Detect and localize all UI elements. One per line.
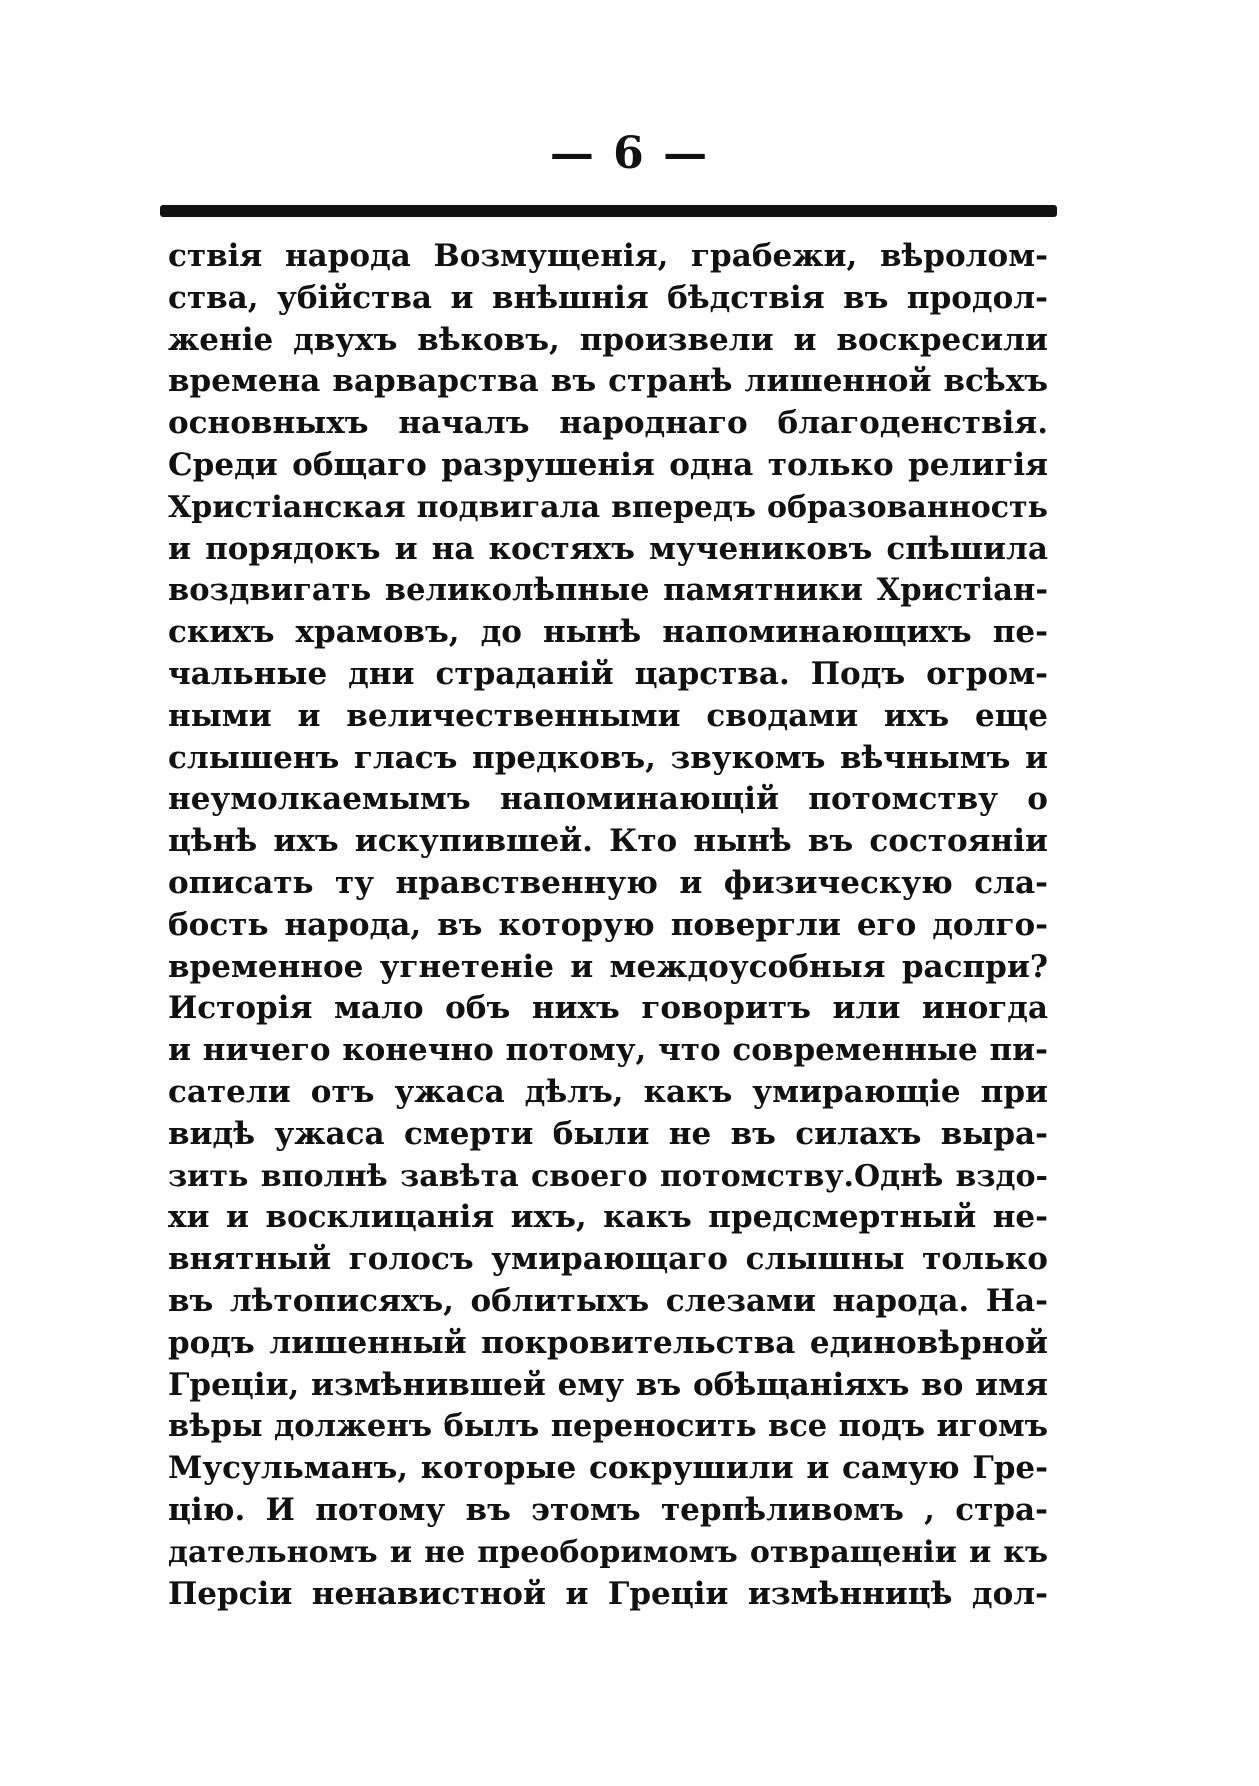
text-line: чальные дни страданій царства. Подъ огром- xyxy=(168,655,1048,692)
text-line: Греціи, измѣнившей ему въ обѣщаніяхъ во имя xyxy=(168,1366,1048,1403)
text-line: внятный голосъ умирающаго слышны только xyxy=(168,1241,1048,1278)
text-line: Христіанская подвигала впередъ образованность xyxy=(168,489,1048,525)
text-line: дательномъ и не преоборимомъ отвращеніи и къ xyxy=(168,1534,1048,1570)
text-line: хи и восклицанія ихъ, какъ предсмертный не- xyxy=(168,1199,1048,1236)
text-line: воздвигать великолѣпные памятники Христіан- xyxy=(168,572,1048,609)
text-line: Мусульманъ, которые сокрушили и самую Гре- xyxy=(168,1450,1048,1487)
text-line: вѣры долженъ былъ переносить все подъ игомъ xyxy=(168,1408,1048,1445)
header-rule xyxy=(160,205,1057,217)
text-line: бость народа, въ которую повергли его долго- xyxy=(168,906,1048,943)
text-line: въ лѣтописяхъ, облитыхъ слезами народа. На- xyxy=(168,1282,1048,1319)
text-line: женіе двухъ вѣковъ, произвели и воскресили xyxy=(168,321,1048,358)
text-line: Персіи ненавистной и Греціи измѣнницѣ дол- xyxy=(168,1575,1048,1612)
text-line: цію. И потому въ этомъ терпѣливомъ , стра- xyxy=(168,1491,1048,1528)
text-line: цѣнѣ ихъ искупившей. Кто нынѣ въ состояніи xyxy=(168,823,1048,860)
text-line: скихъ храмовъ, до нынѣ напоминающихъ пе- xyxy=(168,614,1048,651)
text-line: слышенъ гласъ предковъ, звукомъ вѣчнымъ и xyxy=(168,739,1048,776)
text-line: Исторія мало объ нихъ говоритъ или иногда xyxy=(168,990,1048,1027)
text-line: временное угнетеніе и междоусобныя распри? xyxy=(168,948,1048,985)
text-line: зить вполнѣ завѣта своего потомству.Однѣ вздо- xyxy=(168,1158,1048,1194)
text-line: и порядокъ и на костяхъ мучениковъ спѣшила xyxy=(168,530,1048,567)
text-line: неумолкаемымъ напоминающій потомству о xyxy=(168,781,1048,818)
text-line: основныхъ началъ народнаго благоденствія. xyxy=(168,405,1048,442)
text-line: видѣ ужаса смерти были не въ силахъ выра- xyxy=(168,1115,1048,1152)
text-line: и ничего конечно потому, что современные пи- xyxy=(168,1032,1048,1069)
text-line: ства, убійства и внѣшнія бѣдствія въ продол- xyxy=(168,279,1048,316)
text-line: времена варварства въ странѣ лишенной всѣхъ xyxy=(168,363,1048,400)
text-line: родъ лишенный покровительства единовѣрной xyxy=(168,1324,1048,1361)
text-line: сатели отъ ужаса дѣлъ, какъ умирающіе при xyxy=(168,1073,1048,1110)
page-number: — 6 — xyxy=(549,128,710,179)
body-text xyxy=(168,236,1048,1615)
text-line: описать ту нравственную и физическую сла- xyxy=(168,864,1048,901)
text-line: Среди общаго разрушенія одна только религія xyxy=(168,446,1048,483)
text-line: ными и величественными сводами ихъ еще xyxy=(168,697,1048,734)
text-line: ствія народа Возмущенія, грабежи, вѣролом- xyxy=(168,238,1048,274)
